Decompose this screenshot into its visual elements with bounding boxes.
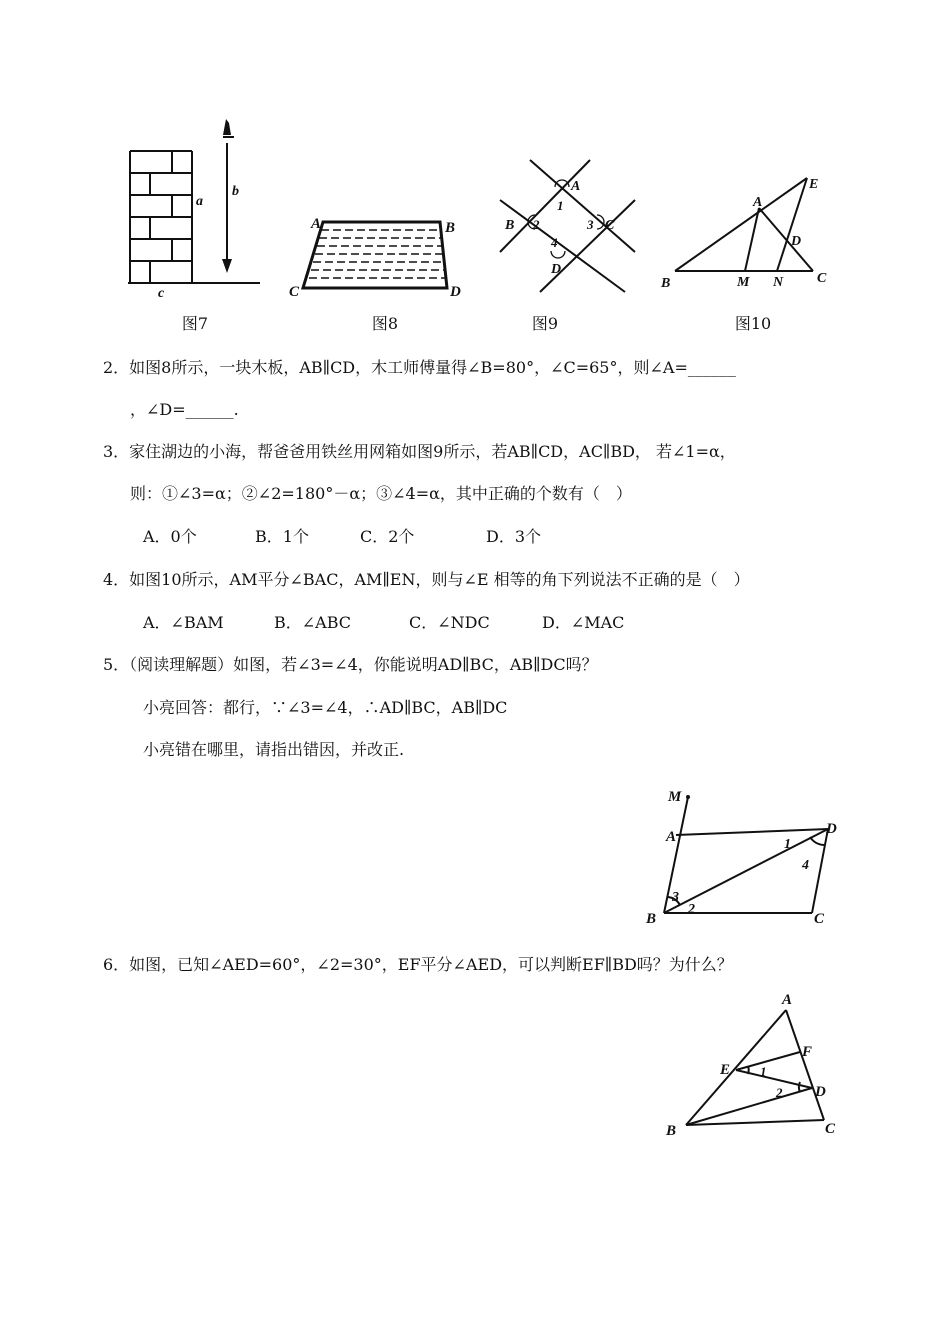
q3-option-d: D．3个	[486, 527, 542, 546]
figure-7	[120, 115, 265, 305]
fig10-label-A: A	[753, 195, 763, 210]
fig-q5-label-C: C	[814, 911, 825, 927]
fig-q5-label-2: 2	[688, 902, 695, 917]
fig9-label-3: 3	[587, 217, 594, 232]
figure-q5	[640, 785, 850, 930]
fig9-label-A: A	[571, 179, 581, 194]
fig7-caption: 图7	[181, 314, 209, 333]
fig10-label-N: N	[773, 275, 784, 290]
q6-line1: 6．如图，已知∠AED=60°，∠2=30°，EF平分∠AED，可以判断EF∥BD吗？为什么？	[103, 955, 733, 974]
fig-q6-label-F: F	[802, 1044, 813, 1060]
fig-q5-label-1: 1	[784, 837, 791, 852]
fig-q6-label-E: E	[720, 1062, 731, 1078]
q3-option-c: C．2个	[360, 527, 415, 546]
fig10-label-M: M	[737, 275, 750, 290]
fig9-label-1: 1	[557, 198, 564, 213]
figure-9	[495, 155, 640, 295]
fig10-label-D: D	[791, 234, 802, 249]
fig8-label-D: D	[450, 284, 461, 300]
fig-q5-label-A: A	[666, 829, 677, 845]
fig10-label-C: C	[817, 271, 827, 286]
fig8-label-C: C	[289, 284, 300, 300]
fig-q5-label-3: 3	[672, 890, 679, 905]
q3-line1: 3．家住湖边的小海，帮爸爸用铁丝用网箱如图9所示，若AB∥CD，AC∥BD， 若∠1=α，	[103, 442, 736, 461]
fig9-label-D: D	[551, 262, 562, 277]
fig-q5-label-D: D	[826, 821, 837, 837]
fig7-label-c: c	[158, 286, 165, 301]
q2-line2: ，∠D=______.	[130, 400, 239, 419]
q4-line1: 4．如图10所示，AM平分∠BAC，AM∥EN，则与∠E 相等的角下列说法不正确的是（ ）	[103, 570, 750, 589]
q4-option-a: A．∠BAM	[143, 613, 224, 632]
fig-q6-label-1: 1	[760, 1064, 767, 1079]
fig7-label-b: b	[232, 184, 239, 199]
figure-8	[285, 210, 465, 300]
q3-line2: 则：①∠3=α；②∠2=180°－α；③∠4=α，其中正确的个数有（ ）	[130, 484, 632, 503]
fig-q6-label-C: C	[825, 1121, 836, 1137]
q5-line3: 小亮错在哪里，请指出错因，并改正.	[143, 740, 405, 759]
fig7-label-a: a	[196, 194, 203, 209]
q3-option-a: A．0个	[143, 527, 197, 546]
q4-option-b: B．∠ABC	[274, 613, 352, 632]
fig10-label-B: B	[661, 276, 671, 291]
fig10-caption: 图10	[734, 314, 772, 333]
fig8-caption: 图8	[371, 314, 399, 333]
fig-q6-label-2: 2	[776, 1085, 783, 1100]
fig8-label-A: A	[311, 216, 322, 232]
fig10-label-E: E	[809, 177, 819, 192]
fig-q6-label-A: A	[782, 992, 793, 1008]
fig-q6-label-B: B	[666, 1123, 677, 1139]
fig9-caption: 图9	[531, 314, 559, 333]
fig8-label-B: B	[445, 220, 456, 236]
fig9-label-B: B	[505, 218, 515, 233]
fig-q5-label-B: B	[646, 911, 657, 927]
q3-option-b: B．1个	[255, 527, 309, 546]
q2-line1: 2．如图8所示，一块木板，AB∥CD，木工师傅量得∠B=80°，∠C=65°，则∠A=______	[103, 358, 736, 377]
figure-10	[655, 170, 840, 295]
fig-q5-label-M: M	[668, 789, 682, 805]
fig9-label-4: 4	[551, 235, 558, 250]
fig-q6-label-D: D	[815, 1084, 826, 1100]
figure-q6	[660, 990, 845, 1140]
q5-line1: 5．（阅读理解题）如图，若∠3=∠4，你能说明AD∥BC，AB∥DC吗？	[103, 655, 598, 674]
q5-line2: 小亮回答：都行，∵∠3=∠4，∴AD∥BC，AB∥DC	[143, 698, 508, 717]
q4-option-c: C．∠NDC	[409, 613, 490, 632]
q4-option-d: D．∠MAC	[542, 613, 625, 632]
fig-q5-label-4: 4	[802, 858, 809, 873]
fig9-label-C: C	[605, 218, 615, 233]
fig9-label-2: 2	[533, 217, 540, 232]
